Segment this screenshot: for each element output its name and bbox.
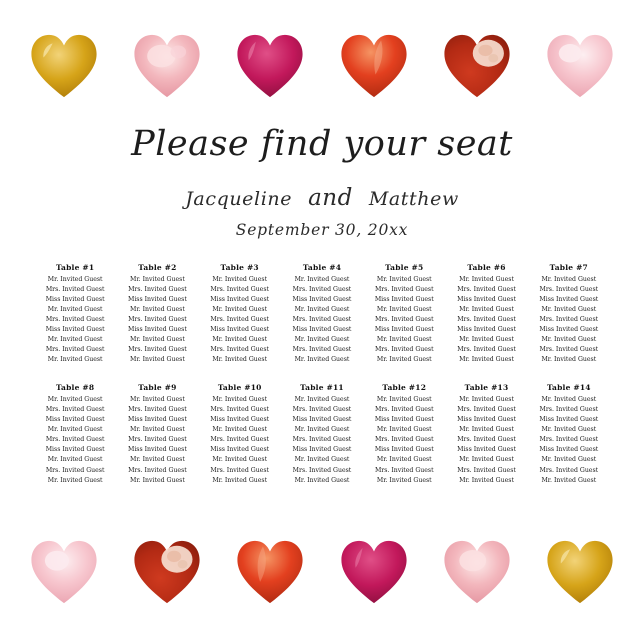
guest-name: Mrs. Invited Guest [539, 436, 599, 444]
table-title: Table #6 [467, 262, 506, 272]
guest-name: Miss Invited Guest [45, 416, 105, 424]
guest-name: Mrs. Invited Guest [128, 346, 187, 354]
guest-name: Mr. Invited Guest [459, 336, 514, 344]
guest-name: Miss Invited Guest [210, 325, 270, 333]
guest-name: Mr. Invited Guest [47, 396, 103, 404]
table-block [528, 383, 610, 485]
guest-name: Miss Invited Guest [374, 325, 434, 333]
heart-blush-pink-icon [131, 32, 203, 100]
guest-name: Mrs. Invited Guest [374, 346, 434, 354]
guest-name: Mr. Invited Guest [541, 275, 597, 283]
heart-blush-pink-icon [441, 538, 513, 606]
guest-name: Mr. Invited Guest [376, 336, 432, 344]
heart-gold-icon [544, 538, 616, 606]
guest-name: Mr. Invited Guest [47, 275, 103, 283]
table-block [281, 383, 363, 485]
guest-name: Miss Invited Guest [374, 295, 434, 303]
guest-name: Mr. Invited Guest [294, 336, 350, 344]
conjunction-label: and [308, 184, 353, 211]
guest-name: Mr. Invited Guest [47, 336, 103, 344]
headline-block [20, 126, 624, 239]
guest-name: Mr. Invited Guest [376, 305, 432, 313]
guest-name: Mr. Invited Guest [541, 426, 597, 434]
guest-name: Mr. Invited Guest [47, 305, 103, 313]
guest-name: Mr. Invited Guest [376, 476, 432, 484]
guest-name: Mr. Invited Guest [130, 426, 185, 434]
table-block [281, 263, 363, 365]
guest-name: Miss Invited Guest [457, 446, 516, 454]
guest-name: Mrs. Invited Guest [539, 285, 599, 293]
table-title: Table #13 [464, 383, 509, 393]
table-title: Table #3 [220, 262, 259, 272]
guest-name: Miss Invited Guest [210, 295, 270, 303]
guest-name: Mrs. Invited Guest [374, 436, 434, 444]
guest-name: Mrs. Invited Guest [45, 436, 105, 444]
guest-name: Mr. Invited Guest [130, 476, 185, 484]
guest-name: Miss Invited Guest [539, 325, 599, 333]
seating-row-1 [34, 263, 610, 365]
heart-light-pink-icon [544, 32, 616, 100]
guest-name: Miss Invited Guest [292, 446, 352, 454]
seating-tables [20, 263, 624, 486]
guest-name: Mr. Invited Guest [130, 275, 185, 283]
guest-name: Mr. Invited Guest [130, 356, 185, 364]
guest-name: Mrs. Invited Guest [128, 406, 187, 414]
guest-name: Mr. Invited Guest [541, 305, 597, 313]
guest-name: Mr. Invited Guest [47, 456, 103, 464]
table-title: Table #5 [385, 262, 424, 272]
guest-name: Mr. Invited Guest [376, 426, 432, 434]
guest-name: Miss Invited Guest [539, 416, 599, 424]
guest-name: Mr. Invited Guest [130, 456, 185, 464]
table-block [445, 263, 527, 365]
guest-name: Mrs. Invited Guest [292, 346, 352, 354]
guest-name: Mr. Invited Guest [541, 336, 597, 344]
event-date: September 30, 20xx [235, 220, 409, 239]
guest-name: Mr. Invited Guest [212, 476, 268, 484]
guest-name: Miss Invited Guest [374, 446, 434, 454]
guest-name: Mrs. Invited Guest [128, 466, 187, 474]
guest-name: Mr. Invited Guest [294, 305, 350, 313]
guest-name: Mrs. Invited Guest [539, 346, 599, 354]
couple-names [20, 185, 624, 211]
table-block [34, 263, 116, 365]
guest-name: Mrs. Invited Guest [457, 315, 516, 323]
guest-name: Mr. Invited Guest [212, 356, 268, 364]
guest-name: Mr. Invited Guest [294, 426, 350, 434]
guest-name: Mr. Invited Guest [459, 396, 514, 404]
guest-name: Mr. Invited Guest [459, 275, 514, 283]
table-title: Table #4 [302, 262, 342, 272]
guest-name: Miss Invited Guest [127, 325, 187, 333]
table-block [445, 383, 527, 485]
guest-name: Mrs. Invited Guest [210, 346, 270, 354]
guest-name: Mr. Invited Guest [459, 305, 514, 313]
guest-name: Mrs. Invited Guest [292, 406, 352, 414]
guest-name: Mrs. Invited Guest [374, 285, 434, 293]
guest-name: Mr. Invited Guest [541, 476, 597, 484]
heart-magenta-icon [234, 32, 306, 100]
guest-name: Mr. Invited Guest [459, 426, 514, 434]
guest-name: Mrs. Invited Guest [539, 406, 599, 414]
guest-name: Miss Invited Guest [457, 325, 516, 333]
guest-name: Mr. Invited Guest [294, 275, 350, 283]
table-block [116, 263, 198, 365]
bottom-heart-decoration-row [20, 538, 624, 606]
table-title: Table #2 [138, 262, 177, 272]
guest-name: Mr. Invited Guest [212, 456, 268, 464]
page-title: Please find your seat [131, 124, 513, 164]
guest-name: Miss Invited Guest [539, 295, 599, 303]
guest-name: Miss Invited Guest [127, 416, 187, 424]
bride-name: Jacqueline [185, 187, 293, 210]
seating-row-2 [34, 383, 610, 485]
guest-name: Mr. Invited Guest [376, 456, 432, 464]
guest-name: Mrs. Invited Guest [457, 436, 516, 444]
guest-name: Mr. Invited Guest [47, 356, 103, 364]
guest-name: Miss Invited Guest [127, 295, 187, 303]
guest-name: Miss Invited Guest [127, 446, 187, 454]
guest-name: Mr. Invited Guest [47, 476, 103, 484]
guest-name: Mrs. Invited Guest [210, 436, 270, 444]
guest-name: Miss Invited Guest [292, 295, 352, 303]
guest-name: Mrs. Invited Guest [292, 285, 352, 293]
guest-name: Mrs. Invited Guest [374, 466, 434, 474]
guest-name: Miss Invited Guest [539, 446, 599, 454]
table-title: Table #9 [138, 383, 177, 393]
top-heart-decoration-row [20, 32, 624, 100]
guest-name: Mrs. Invited Guest [45, 406, 105, 414]
guest-name: Mr. Invited Guest [376, 275, 432, 283]
guest-name: Miss Invited Guest [292, 325, 352, 333]
table-block [199, 263, 281, 365]
table-block [116, 383, 198, 485]
heart-gold-icon [28, 32, 100, 100]
table-title: Table #14 [546, 383, 591, 393]
guest-name: Mrs. Invited Guest [45, 315, 105, 323]
guest-name: Mrs. Invited Guest [45, 466, 105, 474]
guest-name: Mrs. Invited Guest [292, 436, 352, 444]
guest-name: Mr. Invited Guest [130, 305, 185, 313]
guest-name: Mrs. Invited Guest [457, 466, 516, 474]
guest-name: Mr. Invited Guest [541, 456, 597, 464]
guest-name: Mrs. Invited Guest [210, 285, 270, 293]
guest-name: Mr. Invited Guest [459, 476, 514, 484]
guest-name: Mrs. Invited Guest [45, 285, 105, 293]
guest-name: Mr. Invited Guest [294, 456, 350, 464]
guest-name: Mrs. Invited Guest [457, 346, 516, 354]
guest-name: Miss Invited Guest [45, 295, 105, 303]
guest-name: Mrs. Invited Guest [210, 315, 270, 323]
guest-name: Mr. Invited Guest [541, 396, 597, 404]
table-title: Table #8 [55, 383, 95, 393]
heart-crimson-floral-icon [441, 32, 513, 100]
guest-name: Mrs. Invited Guest [457, 285, 516, 293]
guest-name: Miss Invited Guest [292, 416, 352, 424]
guest-name: Mrs. Invited Guest [292, 466, 352, 474]
guest-name: Mrs. Invited Guest [539, 315, 599, 323]
guest-name: Mr. Invited Guest [294, 396, 350, 404]
guest-name: Miss Invited Guest [210, 446, 270, 454]
guest-name: Miss Invited Guest [45, 446, 105, 454]
table-block [363, 263, 445, 365]
guest-name: Mrs. Invited Guest [292, 315, 352, 323]
guest-name: Mr. Invited Guest [459, 456, 514, 464]
guest-name: Mrs. Invited Guest [128, 285, 187, 293]
guest-name: Miss Invited Guest [457, 295, 516, 303]
guest-name: Mr. Invited Guest [47, 426, 103, 434]
guest-name: Mrs. Invited Guest [374, 315, 434, 323]
guest-name: Mr. Invited Guest [212, 426, 268, 434]
heart-light-pink-icon [28, 538, 100, 606]
table-title: Table #1 [55, 262, 95, 272]
table-block [34, 383, 116, 485]
guest-name: Miss Invited Guest [374, 416, 434, 424]
table-block [363, 383, 445, 485]
table-title: Table #7 [549, 262, 588, 272]
heart-magenta-icon [338, 538, 410, 606]
heart-crimson-floral-icon [131, 538, 203, 606]
guest-name: Mrs. Invited Guest [45, 346, 105, 354]
table-title: Table #12 [382, 383, 427, 393]
table-block [528, 263, 610, 365]
table-title: Table #11 [300, 383, 344, 393]
guest-name: Miss Invited Guest [210, 416, 270, 424]
guest-name: Mrs. Invited Guest [210, 466, 270, 474]
guest-name: Mr. Invited Guest [459, 356, 514, 364]
guest-name: Mr. Invited Guest [376, 396, 432, 404]
guest-name: Mrs. Invited Guest [539, 466, 599, 474]
guest-name: Mrs. Invited Guest [128, 315, 187, 323]
guest-name: Mrs. Invited Guest [210, 406, 270, 414]
guest-name: Mrs. Invited Guest [457, 406, 516, 414]
heart-orange-red-icon [338, 32, 410, 100]
guest-name: Mr. Invited Guest [376, 356, 432, 364]
table-title: Table #10 [217, 383, 262, 393]
table-block [199, 383, 281, 485]
guest-name: Mr. Invited Guest [294, 476, 350, 484]
guest-name: Mr. Invited Guest [212, 336, 268, 344]
guest-name: Mr. Invited Guest [294, 356, 350, 364]
guest-name: Mr. Invited Guest [212, 305, 268, 313]
guest-name: Mr. Invited Guest [130, 336, 185, 344]
guest-name: Mr. Invited Guest [541, 356, 597, 364]
guest-name: Mrs. Invited Guest [374, 406, 434, 414]
guest-name: Mr. Invited Guest [212, 396, 268, 404]
guest-name: Mr. Invited Guest [212, 275, 268, 283]
guest-name: Mr. Invited Guest [130, 396, 185, 404]
guest-name: Miss Invited Guest [45, 325, 105, 333]
guest-name: Miss Invited Guest [457, 416, 516, 424]
heart-orange-red-icon [234, 538, 306, 606]
guest-name: Mrs. Invited Guest [128, 436, 187, 444]
groom-name: Matthew [368, 187, 459, 210]
